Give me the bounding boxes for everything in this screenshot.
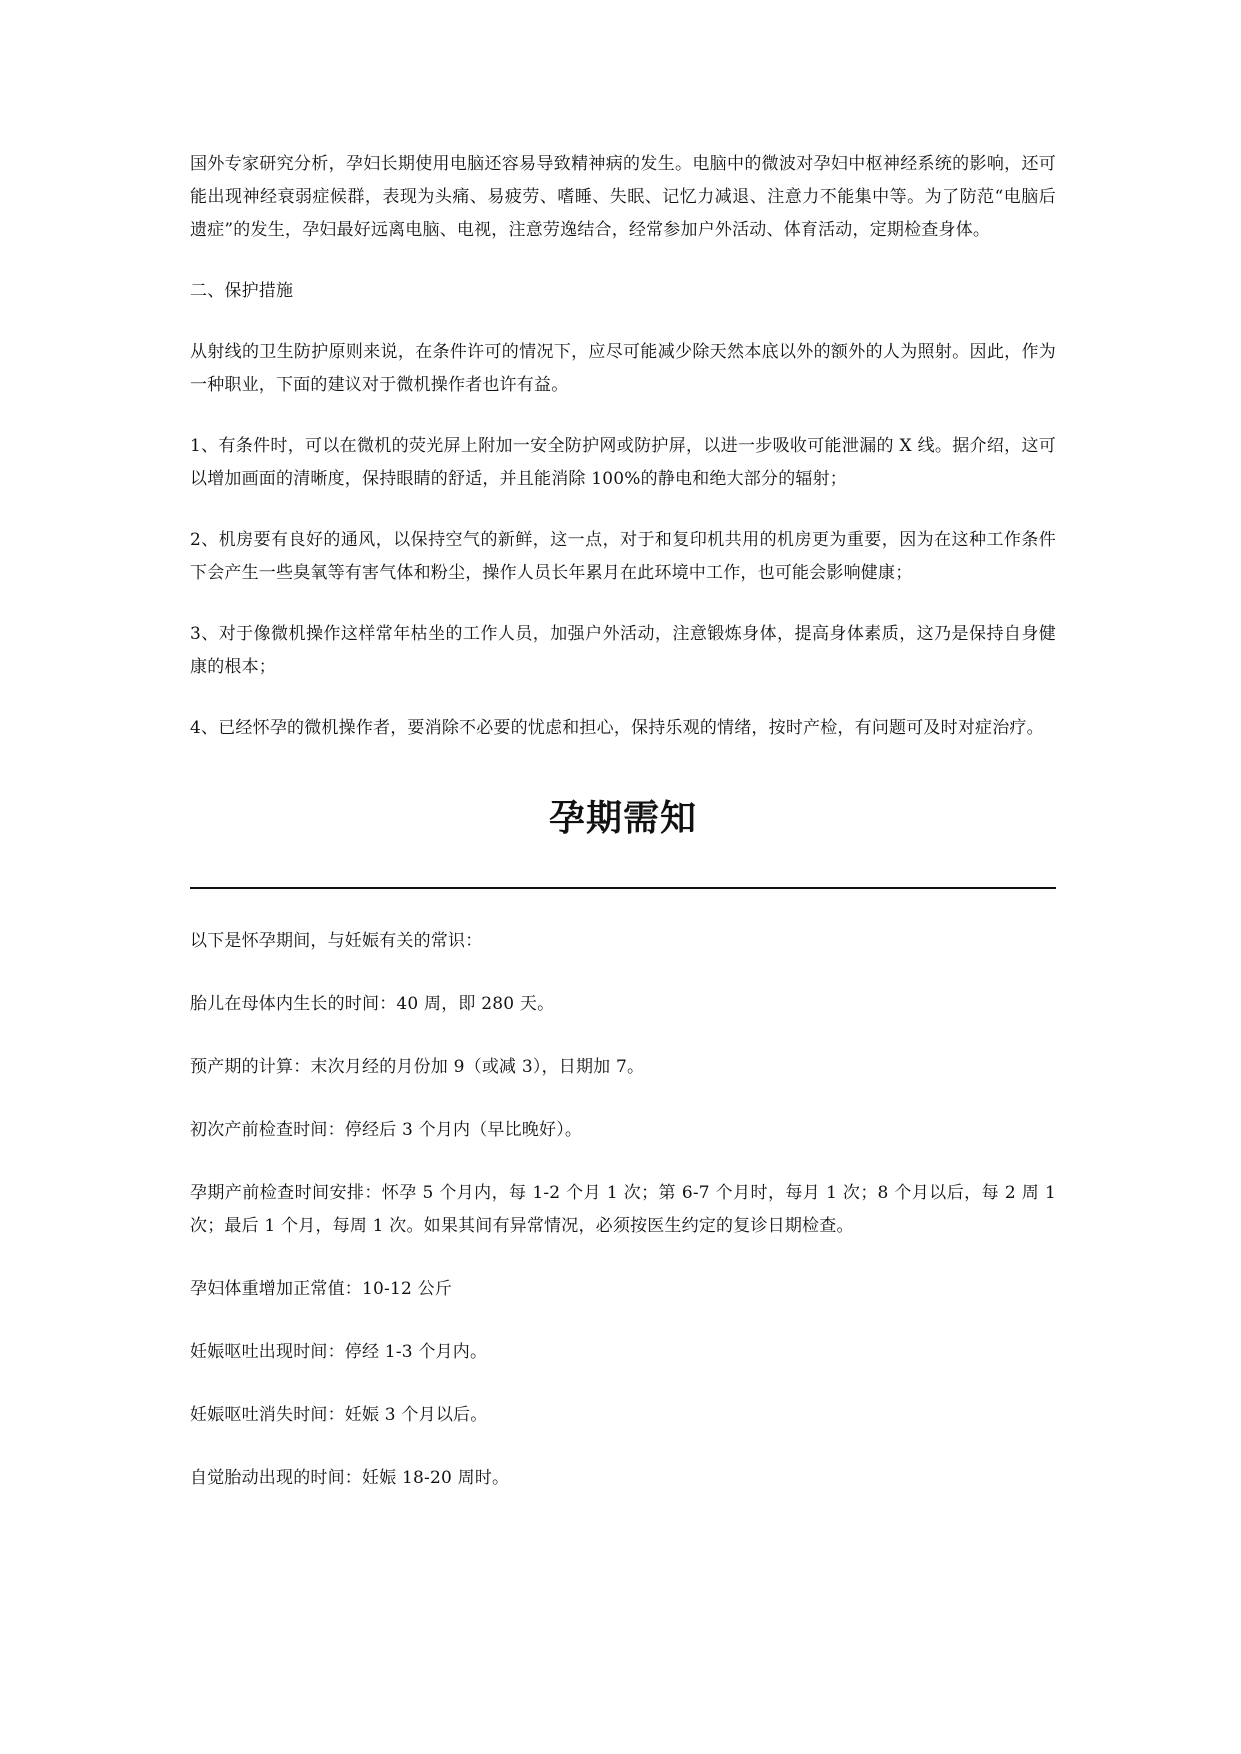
section-title: 孕期需知 — [548, 798, 697, 839]
fact-gestation-time: 胎儿在母体内生长的时间：40 周，即 280 天。 — [190, 994, 555, 1014]
paragraph-intro: 以下是怀孕期间，与妊娠有关的常识： — [190, 931, 483, 951]
list-item-measure-3: 3、对于像微机操作这样常年枯坐的工作人员，加强户外活动，注意锻炼身体，提高身体素质，这乃是保持自身健康的根本； — [190, 624, 1056, 677]
fact-first-checkup: 初次产前检查时间：停经后 3 个月内（早比晚好）。 — [190, 1120, 583, 1140]
fact-nausea-end: 妊娠呕吐消失时间：妊娠 3 个月以后。 — [190, 1405, 488, 1425]
fact-nausea-onset: 妊娠呕吐出现时间：停经 1-3 个月内。 — [190, 1342, 488, 1362]
fact-due-date: 预产期的计算：末次月经的月份加 9（或减 3），日期加 7。 — [190, 1057, 645, 1077]
fact-weight-gain: 孕妇体重增加正常值：10-12 公斤 — [190, 1279, 453, 1299]
fact-checkup-schedule: 孕期产前检查时间安排：怀孕 5 个月内，每 1-2 个月 1 次；第 6-7 个月时，每月 1 次；8 个月以后，每 2 周 1 次；最后 1 个月，每周 1 次。如果其间有异常情况，必须按医生约定的复诊日期检查。 — [190, 1183, 1056, 1236]
list-item-measure-1: 1、有条件时，可以在微机的荧光屏上附加一安全防护网或防护屏，以进一步吸收可能泄漏的 X 线。据介绍，这可以增加画面的清晰度，保持眼睛的舒适，并且能消除 100%的静电和绝大部分的辐射； — [190, 436, 1056, 489]
list-item-measure-4: 4、已经怀孕的微机操作者，要消除不必要的忧虑和担心，保持乐观的情绪，按时产检，有问题可及时对症治疗。 — [190, 718, 1044, 738]
fact-fetal-movement: 自觉胎动出现的时间：妊娠 18-20 周时。 — [190, 1468, 510, 1488]
list-item-measure-2: 2、机房要有良好的通风，以保持空气的新鲜，这一点，对于和复印机共用的机房更为重要，因为在这种工作条件下会产生一些臭氧等有害气体和粉尘，操作人员长年累月在此环境中工作，也可能会影响健康； — [190, 530, 1056, 583]
paragraph-radiation-effects: 国外专家研究分析，孕妇长期使用电脑还容易导致精神病的发生。电脑中的微波对孕妇中枢神经系统的影响，还可能出现神经衰弱症候群，表现为头痛、易疲劳、嗜睡、失眠、记忆力减退、注意力不能集中等。为了防范“电脑后遗症”的发生，孕妇最好远离电脑、电视，注意劳逸结合，经常参加户外活动、体育活动，定期检查身体。 — [190, 154, 1056, 240]
paragraph-protection-principle: 从射线的卫生防护原则来说，在条件许可的情况下，应尽可能减少除天然本底以外的额外的人为照射。因此，作为一种职业，下面的建议对于微机操作者也许有益。 — [190, 342, 1056, 395]
section-heading-protection: 二、保护措施 — [190, 281, 294, 301]
document-page — [190, 148, 1056, 1495]
